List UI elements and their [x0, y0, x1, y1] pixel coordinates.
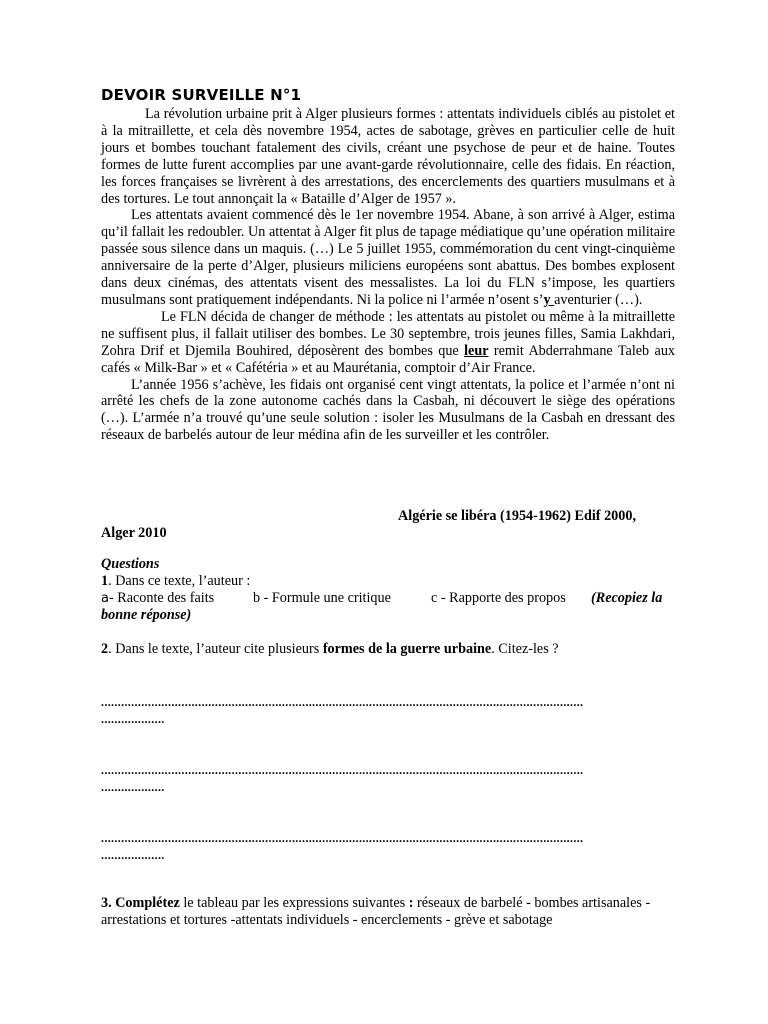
question-2-bold-term: formes de la guerre urbaine	[322, 641, 492, 657]
question-1	[101, 573, 675, 590]
question-3-text: le tableau par les expressions suivantes	[179, 895, 409, 911]
answer-line-2-short: ...................	[101, 780, 165, 794]
underlined-word-y: y	[543, 291, 555, 308]
question-3-number: 3	[101, 895, 109, 911]
option-a	[101, 590, 214, 607]
option-a-text: - Raconte des faits	[108, 590, 215, 606]
paragraph-2-start: Les attentats avaient commencé dès le 1er novembre 1954. Abane, à son arrivé à Alger, estima qu’il fallait les redoubler. Un attentat à Alger fit plus de tapage médiatique qu’une opération militaire passée sous silence dans un maquis. (…) Le 5 juillet 1955, commémoration du cent vingt-cinquième anniversaire de la perte d’Alger, plusieurs miliciens européens sont abattus. Des bombes explosent dans deux cinémas, des attentats visent des messalistes. La loi du FLN s’impose, les quartiers musulmans sont pratiquement indépendants. Ni la police ni l’armée n’osent s’	[101, 207, 675, 308]
question-3	[101, 895, 675, 929]
answer-line-3-short: ...................	[101, 848, 165, 862]
paragraph-3-end: remit Abderrahmane Taleb aux cafés « Milk-Bar » et « Cafétéria » et au Maurétania, comptoir d’Air France.	[101, 342, 676, 376]
underlined-word-leur: leur	[464, 342, 489, 359]
question-3-expressions: réseaux de barbelé - bombes artisanales -arrestations et tortures -attentats individuels - encerclements - grève et sabotage	[101, 895, 651, 928]
answer-line-3-long: ................................................................................................................................................	[101, 831, 584, 845]
questions-section	[101, 556, 675, 624]
answer-line-3[interactable]	[101, 830, 675, 864]
question-1-number: 1	[101, 573, 109, 589]
paragraph-4: L’année 1956 s’achève, les fidais ont organisé cent vingt attentats, la police et l’armée n’ont ni arrêté les chefs de la zone autonome cachés dans la Casbah, ni découvert le siège des opérations (…). L’armée n’a trouvé qu’une seule solution : isoler les Musulmans de la Casbah en dressant des réseaux de barbelés autour de leur médina afin de les surveiller et les contrôler.	[101, 376, 675, 444]
option-a-letter: a	[101, 591, 109, 606]
question-2	[101, 641, 559, 658]
instruction-part-1: (Recopiez la	[591, 590, 663, 606]
source-line-1: Algérie se libéra (1954-1962) Edif 2000,	[398, 508, 636, 524]
answer-line-1-long: ................................................................................................................................................	[101, 695, 584, 709]
paragraph-2-end: aventurier (…).	[554, 291, 643, 308]
paragraph-3-start: Le FLN décida de changer de méthode : les attentats au pistolet ou même à la mitraillette ne suffisent plus, il fallait utiliser des bombes. Le 30 septembre, trois jeunes filles, Samia Lakhdari, Zohra Drif et Djemila Bouhired, déposèrent des bombes que	[101, 308, 675, 359]
questions-heading: Questions	[101, 556, 160, 572]
question-3-label: . Complétez	[108, 895, 180, 911]
text-passage	[101, 106, 675, 444]
answer-line-1[interactable]	[101, 694, 675, 728]
paragraph-2	[101, 207, 675, 308]
question-2-text-start: . Dans le texte, l’auteur cite plusieurs	[108, 641, 323, 657]
question-1-text: . Dans ce texte, l’auteur :	[108, 573, 251, 589]
instruction-part-2: bonne réponse)	[101, 607, 192, 623]
paragraph-1: La révolution urbaine prit à Alger plusieurs formes : attentats individuels ciblés au pistolet et à la mitraillette, et cela dès novembre 1954, actes de sabotage, grèves en particulier celle de huit jours et bombes touchant fatalement des civils, créant une psychose de peur et de haine. Toutes formes de lutte furent accomplies par une avant-garde révolutionnaire, celle des fidais. En réaction, les forces françaises se livrèrent à des arrestations, des encerclements des quartiers musulmans et à des tortures. Le tout annonçait la « Bataille d’Alger de 1957 ».	[101, 106, 675, 207]
question-2-number: 2	[101, 641, 109, 657]
option-c: c - Rapporte des propos	[431, 590, 566, 606]
answer-line-1-short: ...................	[101, 712, 165, 726]
answer-line-2[interactable]	[101, 762, 675, 796]
option-b: b - Formule une critique	[253, 590, 391, 606]
page-title: DEVOIR SURVEILLE N°1	[101, 86, 302, 104]
question-1-options	[101, 590, 675, 607]
question-3-colon: :	[408, 895, 414, 911]
question-2-text-end: . Citez-les ?	[491, 641, 559, 657]
source-line-2: Alger 2010	[101, 525, 167, 541]
paragraph-3	[101, 309, 675, 377]
answer-line-2-long: ................................................................................................................................................	[101, 763, 584, 777]
